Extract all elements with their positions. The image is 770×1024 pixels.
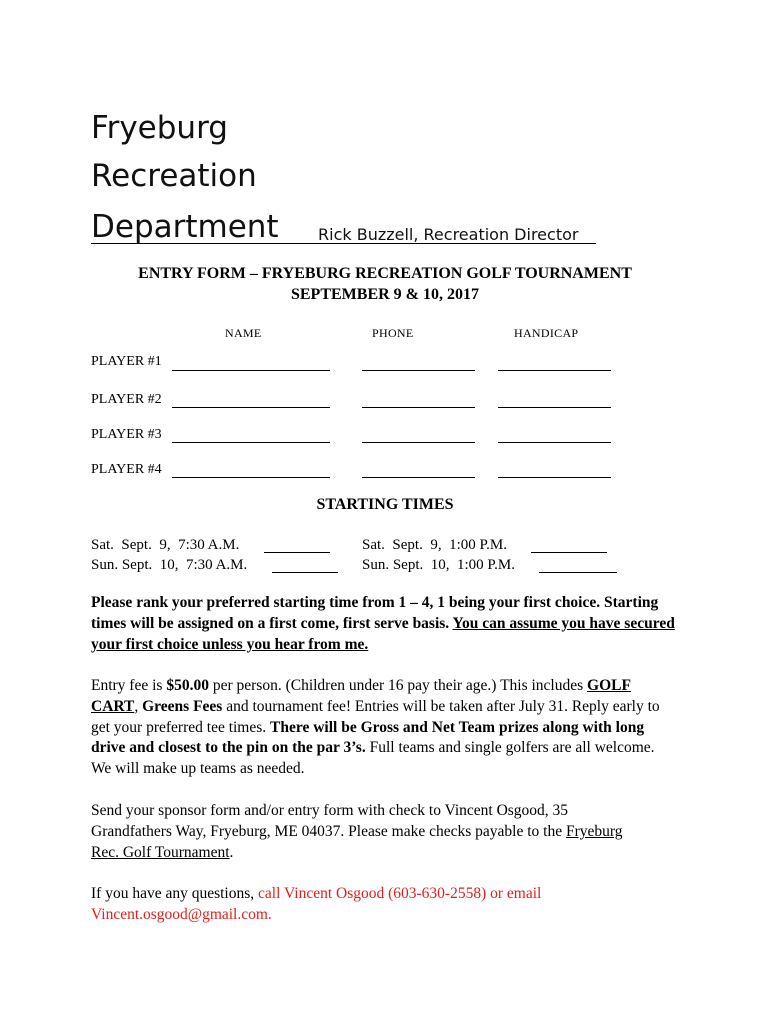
slot-sat-pm-rank-field[interactable] [531, 552, 607, 553]
player-1-handicap-field[interactable] [498, 370, 611, 371]
send-text-2: . [229, 843, 234, 861]
contact-paragraph [91, 884, 631, 926]
form-dates: SEPTEMBER 9 & 10, 2017 [290, 286, 479, 303]
slot-sun-am-rank-field[interactable] [272, 572, 338, 573]
director-name: Rick Buzzell, Recreation Director [318, 225, 579, 244]
fee-golf-cart: GOLF CART [91, 677, 631, 715]
fee-text-4: and tournament fee! Entries will be taken after July 31. Reply early to get your preferred tee times. [91, 697, 660, 736]
slot-sun-pm-label: Sun. Sept. 10, 1:00 P.M. [362, 557, 515, 573]
fee-text-3: , [134, 697, 143, 715]
fee-prizes: There will be Gross and Net Team prizes along with long drive and closest to the pin on the par 3’s. [91, 718, 645, 757]
player-2-name-field[interactable] [172, 407, 330, 408]
slot-sat-pm-label: Sat. Sept. 9, 1:00 P.M. [362, 537, 508, 553]
send-text-1: Send your sponsor form and/or entry form with check to Vincent Osgood, 35 Grandfathers Way, Fryeburg, ME 04037. Please make checks payable to the [91, 802, 569, 840]
slot-sun-am-label: Sun. Sept. 10, 7:30 A.M. [91, 557, 248, 573]
player-4-label: PLAYER #4 [91, 462, 162, 477]
rank-instructions-underlined: You can assume you have secured your first choice unless you hear from me. [91, 614, 675, 653]
org-name-line-1: Fryeburg [91, 110, 228, 146]
player-4-phone-field[interactable] [362, 477, 475, 478]
fee-text-1: Entry fee is [91, 677, 167, 694]
fee-text-5: Full teams and single golfers are all welcome. We will make up teams as needed. [91, 739, 655, 778]
player-3-handicap-field[interactable] [498, 442, 611, 443]
player-2-label: PLAYER #2 [91, 392, 162, 407]
payee-name: Fryeburg Rec. Golf Tournament [91, 822, 623, 861]
contact-details[interactable]: call Vincent Osgood (603-630-2558) or email Vincent.osgood@gmail.com. [91, 885, 542, 923]
header-underline [91, 243, 596, 244]
player-1-label: PLAYER #1 [91, 354, 162, 369]
starting-times-title: STARTING TIMES [316, 496, 454, 513]
fee-paragraph [91, 676, 676, 780]
player-1-phone-field[interactable] [362, 370, 475, 371]
slot-sat-am-rank-field[interactable] [264, 552, 330, 553]
player-4-name-field[interactable] [172, 477, 330, 478]
rank-instructions [91, 593, 681, 655]
form-title: ENTRY FORM – FRYEBURG RECREATION GOLF TOURNAMENT [138, 265, 632, 282]
player-3-phone-field[interactable] [362, 442, 475, 443]
org-name-line-2: Recreation [91, 158, 257, 194]
column-header-name: NAME [225, 326, 262, 340]
fee-text-2: per person. (Children under 16 pay their age.) This includes [208, 677, 588, 694]
player-4-handicap-field[interactable] [498, 477, 611, 478]
column-header-phone: PHONE [372, 326, 414, 340]
player-3-label: PLAYER #3 [91, 427, 162, 442]
player-2-phone-field[interactable] [362, 407, 475, 408]
player-1-name-field[interactable] [172, 370, 330, 371]
player-2-handicap-field[interactable] [498, 407, 611, 408]
org-name-line-3: Department [91, 209, 279, 245]
slot-sat-am-label: Sat. Sept. 9, 7:30 A.M. [91, 537, 240, 553]
player-3-name-field[interactable] [172, 442, 330, 443]
slot-sun-pm-rank-field[interactable] [539, 572, 617, 573]
send-paragraph [91, 801, 651, 863]
fee-greens-fees: Greens Fees [142, 697, 223, 715]
contact-text: If you have any questions, [91, 885, 259, 902]
column-header-handicap: HANDICAP [514, 326, 579, 340]
rank-instructions-bold: Please rank your preferred starting time from 1 – 4, 1 being your first choice. Starting times will be assigned on a first come, first serve basis. [91, 594, 659, 632]
fee-amount: $50.00 [166, 677, 209, 694]
